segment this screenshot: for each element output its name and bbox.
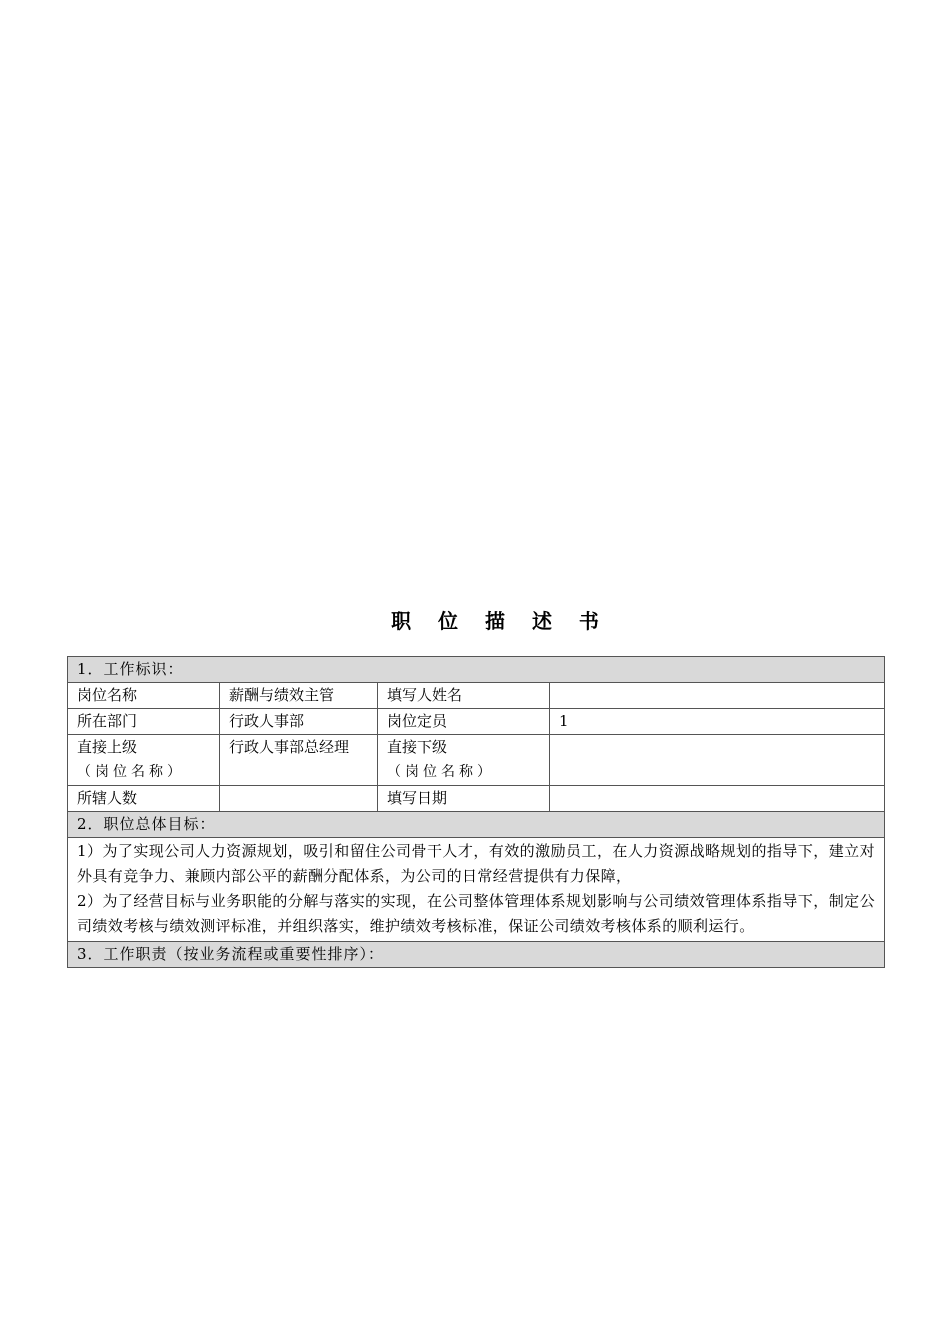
superior-value: 行政人事部总经理 xyxy=(220,735,378,786)
managed-count-label: 所辖人数 xyxy=(68,786,220,812)
fill-date-label: 填写日期 xyxy=(378,786,550,812)
subordinate-cell xyxy=(378,735,550,786)
headcount-value: 1 xyxy=(550,709,885,735)
document-title: 职 位 描 述 书 xyxy=(391,609,609,633)
superior-sublabel: （岗位名称） xyxy=(77,764,185,780)
subordinate-sublabel: （岗位名称） xyxy=(387,764,495,780)
subordinate-label: 直接下级 xyxy=(387,738,448,756)
section-heading: 1．工作标识： xyxy=(68,657,885,683)
section-heading: 2．职位总体目标： xyxy=(68,812,885,838)
position-name-label: 岗位名称 xyxy=(68,683,220,709)
objectives-row xyxy=(68,838,885,942)
subordinate-value xyxy=(550,735,885,786)
section-responsibilities xyxy=(68,942,885,968)
superior-label: 直接上级 xyxy=(77,738,138,756)
managed-count-value xyxy=(220,786,378,812)
objective-paragraph-1: 1）为了实现公司人力资源规划，吸引和留住公司骨干人才，有效的激励员工，在人力资源战略规划的指导下，建立对外具有竞争力、兼顾内部公平的薪酬分配体系，为公司的日常经营提供有力保障， xyxy=(77,842,876,885)
objective-paragraph-2: 2）为了经营目标与业务职能的分解与落实的实现，在公司整体管理体系规划影响与公司绩效管理体系指导下，制定公司绩效考核与绩效测评标准，并组织落实，维护绩效考核标准，保证公司绩效考核体系的顺利运行。 xyxy=(77,892,876,935)
position-name-value: 薪酬与绩效主管 xyxy=(220,683,378,709)
objectives-cell xyxy=(68,838,885,942)
department-value: 行政人事部 xyxy=(220,709,378,735)
table-row xyxy=(68,683,885,709)
fill-date-value xyxy=(550,786,885,812)
section-heading: 3．工作职责（按业务流程或重要性排序）： xyxy=(68,942,885,968)
department-label: 所在部门 xyxy=(68,709,220,735)
section-overall-objective xyxy=(68,812,885,838)
filler-name-label: 填写人姓名 xyxy=(378,683,550,709)
table-row xyxy=(68,735,885,786)
table-row xyxy=(68,709,885,735)
filler-name-value xyxy=(550,683,885,709)
headcount-label: 岗位定员 xyxy=(378,709,550,735)
section-work-identity xyxy=(68,657,885,683)
superior-cell xyxy=(68,735,220,786)
table-row xyxy=(68,786,885,812)
job-description-table xyxy=(67,656,885,968)
